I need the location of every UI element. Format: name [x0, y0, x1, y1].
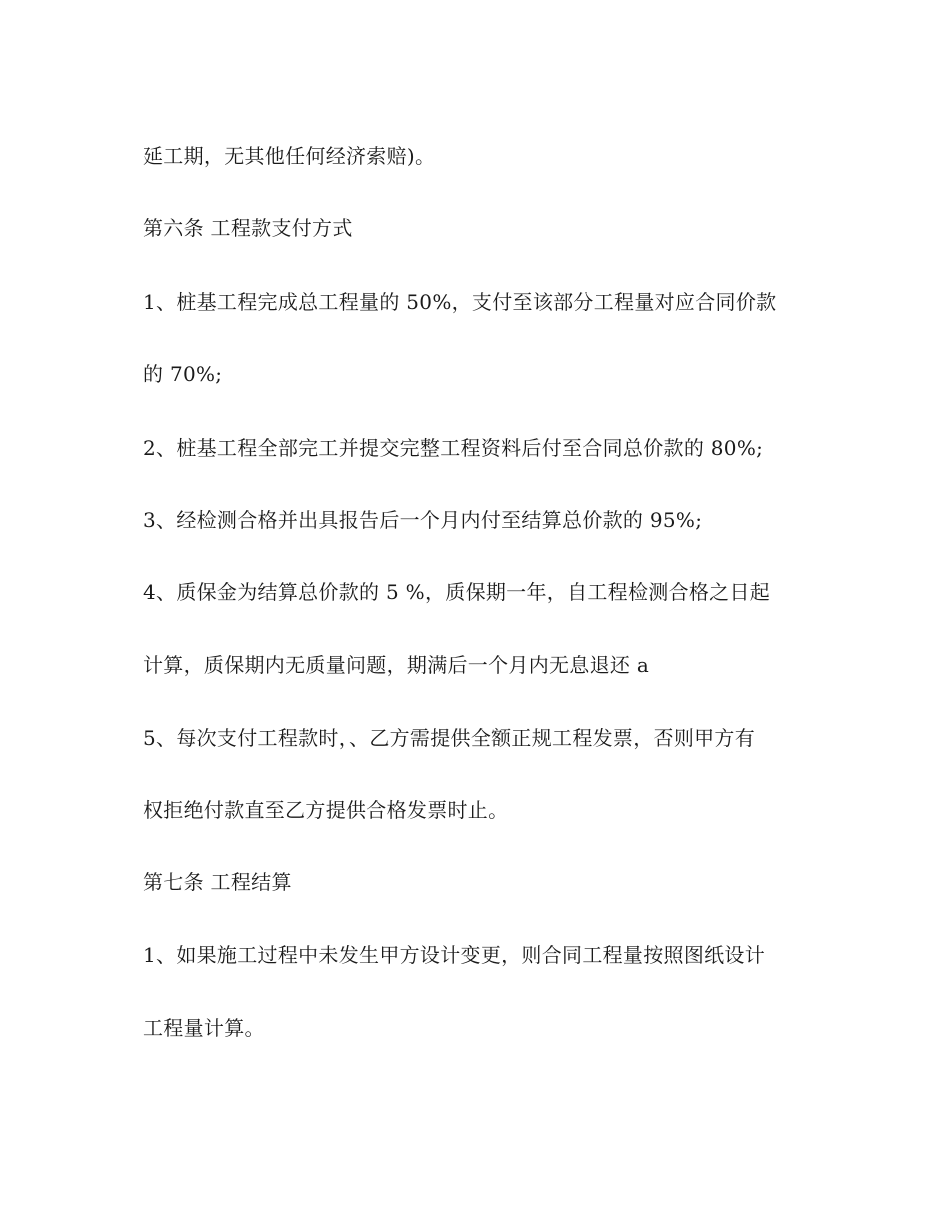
article-7-clause-1-line-1: 1、如果施工过程中未发生甲方设计变更，则合同工程量按照图纸设计	[143, 943, 766, 967]
clause-5-line-1: 5、每次支付工程款时，、乙方需提供全额正规工程发票，否则甲方有	[143, 726, 756, 750]
clause-2: 2、桩基工程全部完工并提交完整工程资料后付至合同总价款的 80%;	[143, 436, 764, 460]
clause-5-line-2: 权拒绝付款直至乙方提供合格发票时止。	[143, 798, 509, 822]
clause-1-line-1: 1、桩基工程完成总工程量的 50%，支付至该部分工程量对应合同价款	[143, 290, 777, 314]
article-7-clause-1-line-2: 工程量计算。	[143, 1016, 265, 1040]
text-line-continuation: 延工期，无其他任何经济索赔)。	[143, 144, 436, 168]
clause-1-line-2: 的 70%;	[143, 362, 223, 386]
clause-4-line-2: 计算，质保期内无质量问题，期满后一个月内无息退还 a	[143, 653, 650, 677]
clause-4-line-1: 4、质保金为结算总价款的 5 %，质保期一年，自工程检测合格之日起	[143, 580, 771, 604]
section-heading-article-6: 第六条 工程款支付方式	[143, 216, 353, 240]
section-heading-article-7: 第七条 工程结算	[143, 870, 292, 894]
clause-3: 3、经检测合格并出具报告后一个月内付至结算总价款的 95%;	[143, 508, 703, 532]
